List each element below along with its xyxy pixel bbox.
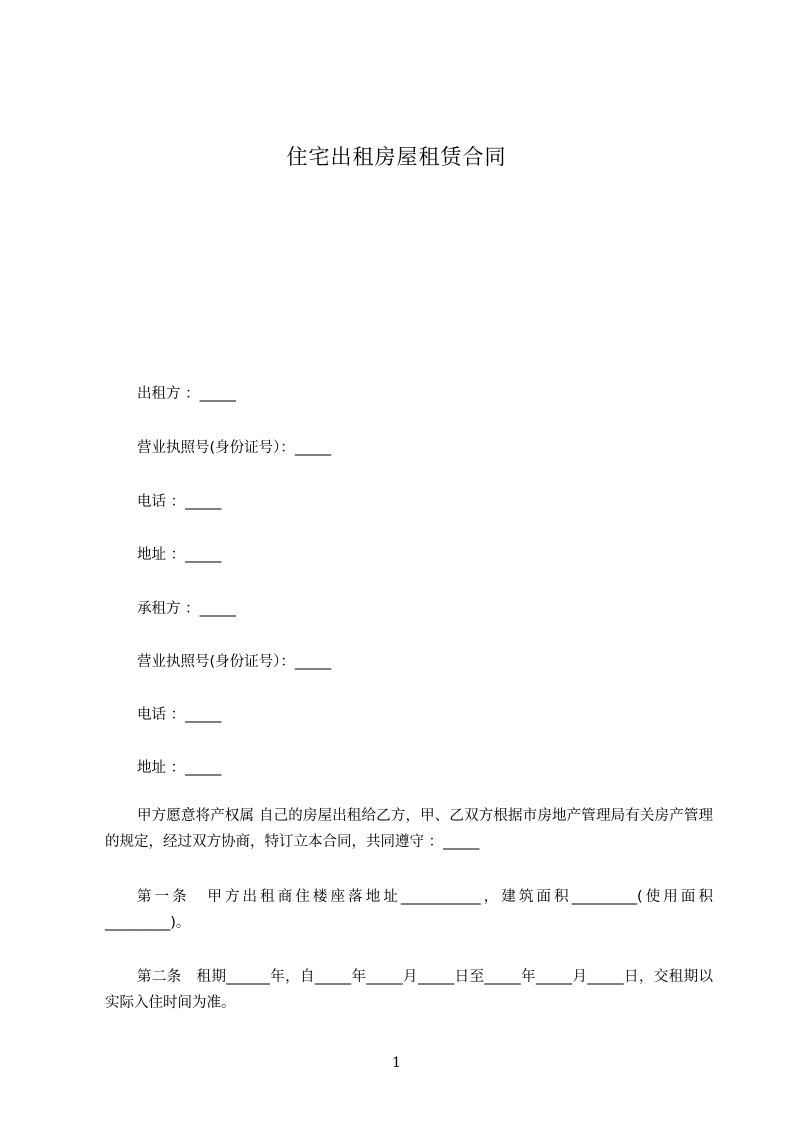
lessor-license-field: 营业执照号(身份证号）：_____	[137, 440, 332, 456]
lessee-address-field: 地址 ：_____	[137, 760, 222, 776]
preamble-paragraph: 甲方愿意将产权属 自己的房屋出租给乙方，甲、乙双方根据市房地产管理局有关房产管理的规定，经过双方协商，特订立本合同，共同遵守 ：_____	[105, 808, 713, 850]
article-2-paragraph: 第二条 租期______年，自_____年_____月_____日至_____年_____月_____日，交租期以实际入住时间为准。	[105, 969, 713, 1011]
lessee-field: 承租方 ：_____	[137, 601, 236, 617]
lessee-license-field: 营业执照号(身份证号）：_____	[137, 654, 332, 670]
article-1-paragraph: 第一条 甲方出租商住楼座落地址___________，建筑面积_________(使用面积_________)。	[105, 889, 713, 931]
document-title: 住宅出租房屋租赁合同	[286, 145, 507, 169]
page-number: 1	[392, 1055, 401, 1071]
lessee-phone-field: 电话 ：_____	[137, 707, 222, 723]
lessor-field: 出租方 ：_____	[137, 386, 236, 402]
lessor-phone-field: 电话 ：_____	[137, 494, 222, 510]
lessor-address-field: 地址 ：_____	[137, 547, 222, 563]
